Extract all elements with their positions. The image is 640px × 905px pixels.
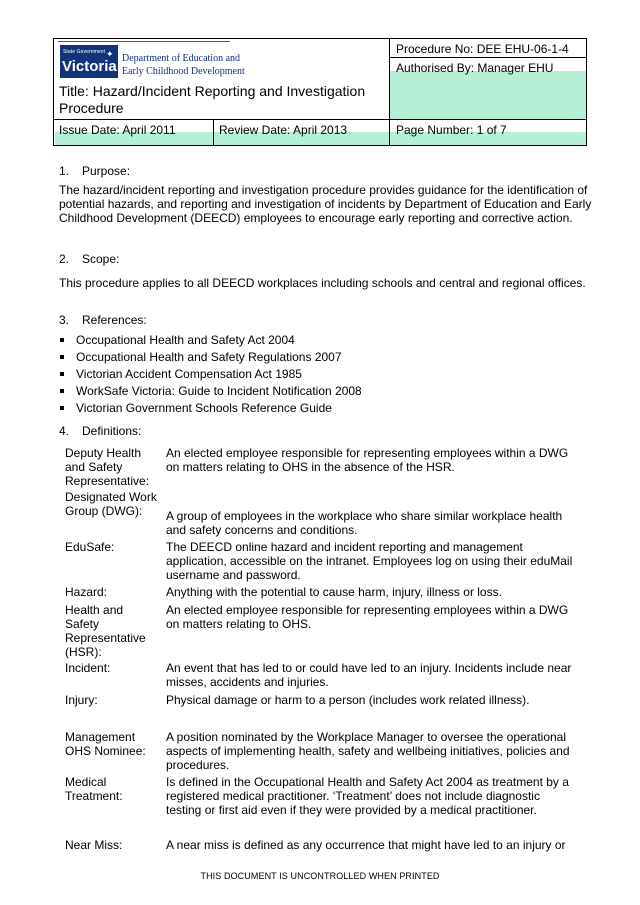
page-title: Title: Hazard/Incident Reporting and Investigation Procedure	[59, 83, 366, 116]
scope-heading: 2. Scope:	[59, 252, 120, 266]
document-header-table: State Government Victoria ✦ Department of Education and Early Childhood Development Title: Hazard/Incident Reporting and Investigation Procedure Procedure No: DEE EHU-06-1-4 Authorised By: Manager EHU Issue Date: April 2011 Review Date: April 2013 Page Number: 1 of 7	[53, 38, 587, 146]
definition-text: An event that has led to or could have led to an injury. Incidents include near misses, accidents and injuries.	[166, 661, 572, 689]
definition-text: Anything with the potential to cause harm, injury, illness or loss.	[166, 585, 502, 599]
definition-term: Injury:	[65, 693, 98, 707]
definition-text: A group of employees in the workplace who share similar workplace health and safety concerns and conditions.	[166, 509, 563, 537]
definition-term: Health and Safety Representative (HSR):	[65, 603, 146, 659]
issue-date: Issue Date: April 2011	[59, 123, 176, 137]
purpose-heading: 1. Purpose:	[59, 164, 131, 178]
definition-term: Designated Work Group (DWG):	[65, 490, 157, 518]
definition-term: Near Miss:	[65, 838, 123, 852]
authorised-field-fill	[390, 71, 586, 119]
review-date: Review Date: April 2013	[219, 123, 348, 137]
definition-term: Deputy Health and Safety Representative:	[65, 446, 150, 488]
page-number: Page Number: 1 of 7	[396, 123, 507, 137]
department-name: Department of Education and Early Childhood Development	[122, 53, 245, 77]
uncontrolled-document-footer: THIS DOCUMENT IS UNCONTROLLED WHEN PRINTED	[200, 871, 440, 881]
definition-text: A near miss is defined as any occurrence that might have led to an injury or	[166, 838, 566, 852]
definition-term: Hazard:	[65, 585, 108, 599]
definition-text: A position nominated by the Workplace Manager to oversee the operational aspects of implementing health, safety and wellbeing initiatives, policies and procedures.	[166, 730, 570, 772]
definition-text: An elected employee responsible for representing employees within a DWG on matters relating to OHS.	[166, 603, 569, 631]
definition-text: Is defined in the Occupational Health and Safety Act 2004 as treatment by a registered medical practitioner. ‘Treatment’ does not include diagnostic testing or first aid even if they were provided by a medical practitioner.	[166, 775, 569, 817]
definition-term: Incident:	[65, 661, 111, 675]
definition-term: EduSafe:	[65, 540, 115, 554]
procedure-number: Procedure No: DEE EHU-06-1-4	[396, 42, 569, 56]
definition-term: Management OHS Nominee:	[65, 730, 146, 758]
definitions-heading: 4. Definitions:	[59, 424, 142, 438]
southern-cross-icon: ✦	[106, 49, 114, 59]
scope-text: This procedure applies to all DEECD workplaces including schools and central and regional offices.	[59, 276, 586, 290]
definition-text: An elected employee responsible for representing employees within a DWG on matters relating to OHS in the absence of the HSR.	[166, 446, 569, 474]
definition-term: Medical Treatment:	[65, 775, 123, 803]
purpose-text: The hazard/incident reporting and investigation procedure provides guidance for the identification of potential hazards, and reporting and investigation of incidents by Department of Education and Early Childhood Development (DEECD) employees to encourage early reporting and corrective action.	[59, 183, 592, 225]
authorised-by: Authorised By: Manager EHU	[396, 61, 554, 75]
definition-text: The DEECD online hazard and incident reporting and management application, accessible on the intranet. Employees log on using their eduMail username and password.	[166, 540, 573, 582]
references-heading: 3. References:	[59, 313, 147, 327]
definition-text: Physical damage or harm to a person (includes work related illness).	[166, 693, 530, 707]
